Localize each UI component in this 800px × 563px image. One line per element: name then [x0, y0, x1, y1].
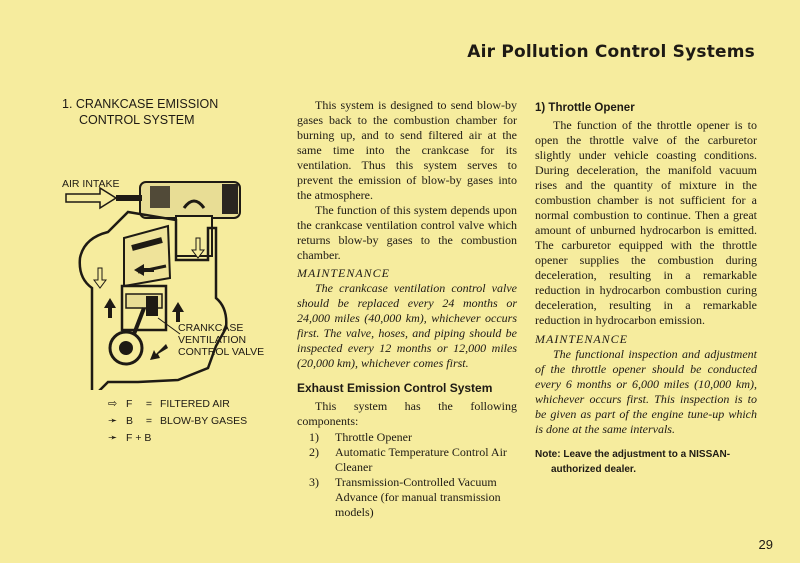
filtered-air-arrow	[66, 188, 116, 208]
list-item	[297, 430, 517, 445]
valve-callout	[178, 322, 264, 358]
legend-text: BLOW-BY GASES	[160, 415, 248, 427]
throttle-opener-paragraph: The function of the throttle opener is to open the throttle valve of the carburetor slightly under vehicle coasting conditions. During deceleration, the manifold vacuum rises and the quantity of mixture in the combustion chamber is not sufficient for a normal combustion to continue. Then a great amount of unburned hydrocarbon is emitted. The carburetor equipped with the throttle opener supplies the combustion during deceleration, resulting in a remarkable reduction in hydrocarbon combustion curing deceleration, resulting in a remarkable reduction in hydrocarbon emission.	[535, 118, 757, 327]
page-number: 29	[758, 537, 773, 552]
list-text: Automatic Temperature Control Air Cleaner	[335, 445, 507, 474]
function-paragraph: The function of this system depends upon the crankcase ventilation control valve which returns blow-by gases to the combustion chamber.	[297, 203, 517, 262]
legend-key: F	[126, 398, 133, 410]
air-intake-label: AIR INTAKE	[62, 178, 120, 190]
maintenance-heading: MAINTENANCE	[535, 332, 629, 346]
list-text: Throttle Opener	[335, 430, 412, 444]
section-heading	[62, 96, 262, 128]
exhaust-intro: This system has the following components:	[297, 399, 517, 428]
maintenance-heading: MAINTENANCE	[297, 266, 391, 280]
list-item	[297, 475, 517, 520]
legend-row-mixed	[108, 430, 247, 447]
valve-label-line3: CONTROL VALVE	[178, 346, 265, 358]
maintenance-paragraph: The crankcase ventilation control valve should be replaced every 24 months or 24,000 miles (40,000 km), whichever occurs first. The valve, hoses, and piping should be inspected every 12 months or 12,000 miles (20,000 km), whichever comes first.	[297, 281, 517, 370]
diagram-legend	[108, 396, 247, 447]
legend-key: B	[126, 415, 134, 427]
components-list	[297, 430, 517, 520]
intro-paragraph: This system is designed to send blow-by gases back to the combustion chamber for burning up, and to send filtered air at the same time into the crankcase for its ventilation. Thus this system serves to prevent the emission of blow-by gases into the atmosphere.	[297, 98, 517, 202]
dealer-note	[535, 447, 757, 477]
note-line2: authorized dealer.	[551, 464, 637, 475]
valve-label-line2: VENTILATION	[178, 334, 247, 346]
list-text: Transmission-Controlled Vacuum Advance (for manual transmission models)	[335, 475, 501, 519]
list-item	[297, 445, 517, 475]
note-line1: Note: Leave the adjustment to a NISSAN-	[535, 449, 731, 460]
legend-text: FILTERED AIR	[160, 398, 230, 410]
section-heading-line2: CONTROL SYSTEM	[79, 113, 195, 127]
legend-key: F + B	[126, 432, 152, 444]
throttle-opener-heading: 1) Throttle Opener	[535, 102, 635, 114]
solid-arrow-icon: ➛	[108, 432, 118, 444]
maintenance-paragraph: The functional inspection and adjustment of the throttle opener should be conducted every 6 months or 6,000 miles (10,000 km), whichever occurs first. This inspection is to be given as part of the engine tune-up which is done at the same intervals.	[535, 347, 757, 436]
valve-label-line1: CRANKCASE	[178, 322, 244, 334]
legend-row-blow-by	[108, 413, 247, 430]
section-heading-line1: 1. CRANKCASE EMISSION	[62, 97, 219, 111]
page-title: Air Pollution Control Systems	[467, 42, 755, 62]
legend-equals: =	[145, 415, 153, 427]
list-number: 1)	[309, 430, 319, 444]
list-number: 3)	[309, 475, 319, 489]
column-crankcase-text	[297, 98, 517, 520]
list-number: 2)	[309, 445, 319, 459]
legend-row-filtered-air	[108, 396, 247, 413]
legend-equals: =	[145, 398, 153, 410]
hollow-arrow-icon: ⇨	[108, 398, 118, 410]
exhaust-heading: Exhaust Emission Control System	[297, 381, 493, 395]
column-throttle-opener	[535, 101, 757, 477]
solid-arrow-icon: ➛	[108, 415, 118, 427]
